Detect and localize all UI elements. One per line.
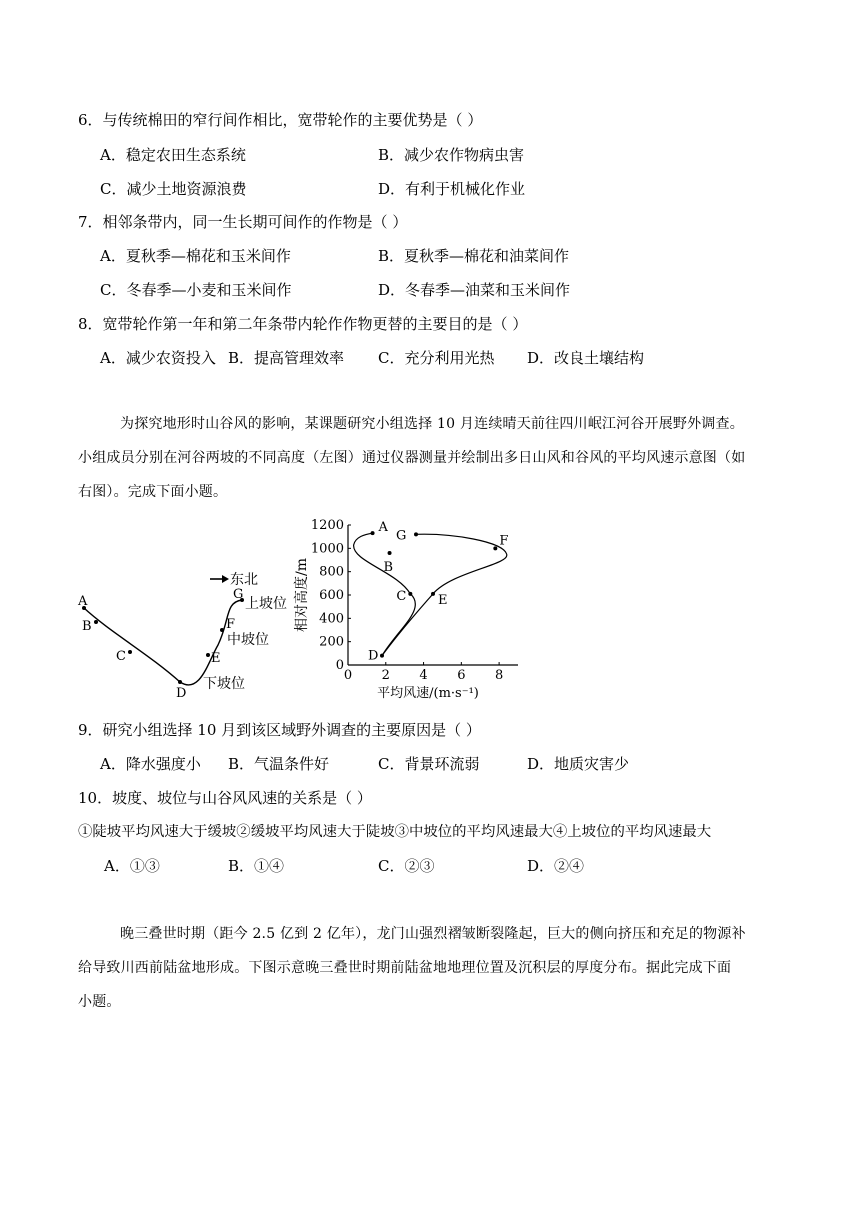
valley-profile-curve: [84, 600, 242, 685]
profile-label-g: G: [233, 587, 244, 602]
y-tick-label-5: 1000: [310, 541, 344, 557]
y-tick-label-2: 400: [319, 611, 344, 627]
profile-label-d: D: [176, 686, 187, 701]
x-tick-label-2: 4: [419, 668, 428, 683]
passage2-line3: 右图）。完成下面小题。: [78, 484, 228, 500]
x-axis-label: 平均风速/(m·s⁻¹): [377, 686, 479, 701]
q10-option-b: B．①④: [228, 857, 285, 875]
q10-option-c: C．②③: [378, 857, 435, 875]
y-tick-label-0: 0: [335, 658, 344, 673]
passage3-line2: 给导致川西前陆盆地形成。下图示意晚三叠世时期前陆盆地地理位置及沉积层的厚度分布。据此完成下面: [78, 960, 732, 976]
chart-point-e: [431, 592, 435, 596]
q7-option-d: D．冬春季—油菜和玉米间作: [378, 281, 571, 299]
chart-point-label-f: F: [499, 533, 509, 549]
q8-stem: 8．宽带轮作第一年和第二年条带内轮作作物更替的主要目的是（ ）: [78, 315, 528, 333]
q10-option-a: A．①③: [104, 857, 160, 875]
q10-option-d: D．②④: [527, 857, 585, 875]
passage2-line2: 小组成员分别在河谷两坡的不同高度（左图）通过仪器测量并绘制出多日山风和谷风的平均风速示意图（如: [78, 450, 746, 466]
y-tick-label-4: 800: [319, 564, 344, 580]
valley-profile-figure: [70, 560, 300, 705]
chart-point-label-b: B: [383, 560, 394, 575]
profile-label-a: A: [78, 594, 88, 609]
wind-speed-chart: [290, 515, 540, 710]
chart-point-d: [380, 654, 384, 658]
q7-option-b: B．夏秋季—棉花和油菜间作: [378, 247, 570, 265]
middle-slope-label: 中坡位: [227, 632, 269, 648]
y-tick-label-3: 600: [319, 588, 344, 603]
lower-slope-label: 下坡位: [203, 676, 245, 692]
q9-stem: 9．研究小组选择 10 月到该区域野外调查的主要原因是（ ）: [78, 721, 481, 739]
x-tick-label-1: 2: [381, 668, 390, 683]
profile-label-b: B: [82, 619, 92, 634]
q8-option-c: C．充分利用光热: [378, 349, 495, 367]
chart-point-label-c: C: [396, 588, 407, 604]
chart-point-label-g: G: [396, 528, 407, 544]
passage3-line1: 晚三叠世时期（距今 2.5 亿到 2 亿年），龙门山强烈褶皱断裂隆起，巨大的侧向挤压和充足的物源补: [120, 926, 746, 942]
chart-point-a: [371, 531, 375, 535]
q8-option-a: A．减少农资投入: [100, 349, 216, 367]
profile-label-e: E: [211, 651, 221, 666]
chart-point-g: [414, 532, 418, 536]
direction-arrow-icon: [210, 575, 229, 583]
q7-option-c: C．冬春季—小麦和玉米间作: [100, 281, 292, 299]
q6-stem: 6．与传统棉田的窄行间作相比，宽带轮作的主要优势是（ ）: [78, 111, 483, 129]
q10-stem: 10．坡度、坡位与山谷风风速的关系是（ ）: [78, 789, 372, 807]
q6-option-c: C．减少土地资源浪费: [100, 180, 247, 198]
profile-label-f: F: [226, 617, 236, 632]
q10-statements: ①陡坡平均风速大于缓坡②缓坡平均风速大于陡坡③中坡位的平均风速最大④上坡位的平均风速最大: [78, 824, 712, 840]
q7-option-a: A．夏秋季—棉花和玉米间作: [100, 247, 291, 265]
q9-option-c: C．背景环流弱: [378, 755, 480, 773]
q9-option-b: B．气温条件好: [228, 755, 330, 773]
q8-option-d: D．改良土壤结构: [527, 349, 645, 367]
x-tick-label-3: 6: [457, 668, 466, 683]
chart-point-c: [408, 592, 412, 596]
q9-option-d: D．地质灾害少: [527, 755, 630, 773]
y-axis-label: 相对高度/m: [294, 558, 310, 632]
chart-point-f: [493, 546, 497, 550]
q6-option-b: B．减少农作物病虫害: [378, 146, 525, 164]
direction-label: 东北: [230, 572, 258, 588]
x-tick-label-4: 8: [494, 668, 504, 683]
upper-slope-label: 上坡位: [245, 596, 287, 612]
y-tick-label-6: 1200: [310, 518, 344, 533]
chart-point-label-a: A: [378, 520, 388, 536]
y-tick-label-1: 200: [319, 634, 344, 650]
q9-option-a: A．降水强度小: [100, 755, 201, 773]
chart-point-label-e: E: [438, 592, 448, 608]
chart-point-b: [388, 551, 392, 555]
q6-option-d: D．有利于机械化作业: [378, 180, 526, 198]
q7-stem: 7．相邻条带内，同一生长期可间作的作物是（ ）: [78, 213, 408, 231]
chart-point-label-d: D: [368, 648, 379, 664]
q6-option-a: A．稳定农田生态系统: [100, 146, 246, 164]
x-tick-label-0: 0: [343, 668, 353, 683]
passage3-line3: 小题。: [78, 994, 121, 1010]
profile-label-c: C: [116, 649, 126, 664]
q8-option-b: B．提高管理效率: [228, 349, 345, 367]
passage2-line1: 为探究地形时山谷风的影响，某课题研究小组选择 10 月连续晴天前往四川岷江河谷开展野外调查。: [120, 416, 744, 432]
